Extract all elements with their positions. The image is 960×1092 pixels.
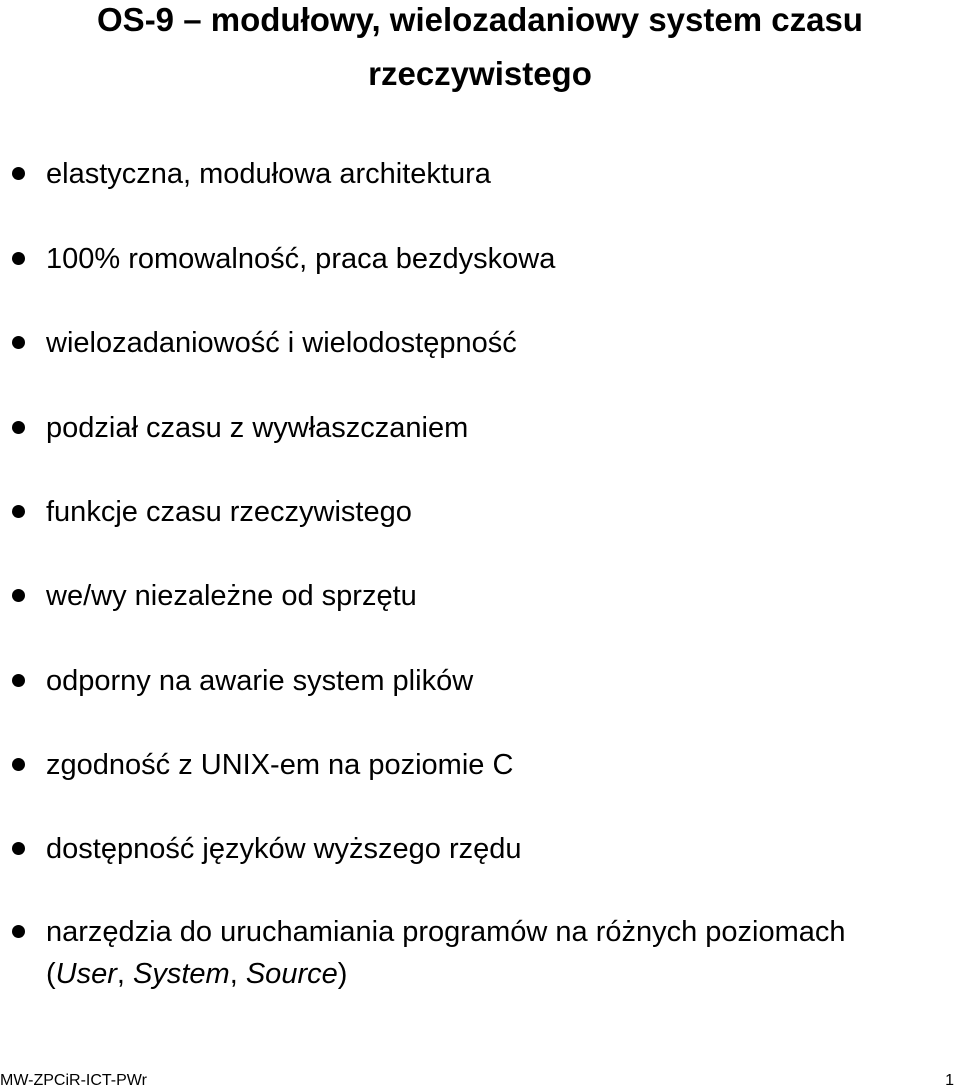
open-paren: ( [46,958,56,990]
bullet-item [46,576,417,616]
bullet-item [46,492,412,532]
level-source: Source [245,958,338,990]
bullet-text: 100% romowalność, praca bezdyskowa [46,243,556,275]
bullet-text: funkcje czasu rzeczywistego [46,496,412,528]
level-system: System [133,958,230,990]
bullet-dot-icon [12,674,25,687]
bullet-dot-icon [12,925,25,938]
bullet-dot-icon [12,589,25,602]
bullet-item-multiline [46,912,846,996]
close-paren: ) [337,958,348,990]
bullet-text: zgodność z UNIX-em na poziomie C [46,749,514,781]
bullet-dot-icon [12,421,25,434]
bullet-text-line-2 [46,952,846,996]
bullet-dot-icon [12,167,25,180]
bullet-dot-icon [12,336,25,349]
bullet-text: podział czasu z wywłaszczaniem [46,412,469,444]
bullet-item [46,239,555,279]
bullet-text: elastyczna, modułowa architektura [46,158,491,190]
slide-footer [0,1068,960,1090]
slide-title-line-2: rzeczywistego [368,55,592,92]
bullet-text: wielozadaniowość i wielodostępność [46,327,517,359]
footer-course-code: MW-ZPCiR-ICT-PWr [0,1072,147,1089]
bullet-text: dostępność języków wyższego rzędu [46,833,522,865]
bullet-dot-icon [12,252,25,265]
bullet-item [46,745,513,785]
slide-title-line-1: OS-9 – modułowy, wielozadaniowy system czasu [97,1,863,38]
bullet-text: odporny na awarie system plików [46,665,474,697]
bullet-item [46,323,517,363]
bullet-text: we/wy niezależne od sprzętu [46,580,417,612]
separator: , [229,958,246,990]
footer-page-number: 1 [945,1072,954,1089]
bullet-item [46,154,491,194]
bullet-dot-icon [12,842,25,855]
bullet-dot-icon [12,758,25,771]
bullet-text-line-1: narzędzia do uruchamiania programów na różnych poziomach [46,916,846,948]
bullet-item [46,661,473,701]
level-user: User [55,958,117,990]
bullet-item [46,829,522,869]
bullet-dot-icon [12,505,25,518]
separator: , [116,958,134,990]
bullet-item [46,408,468,448]
